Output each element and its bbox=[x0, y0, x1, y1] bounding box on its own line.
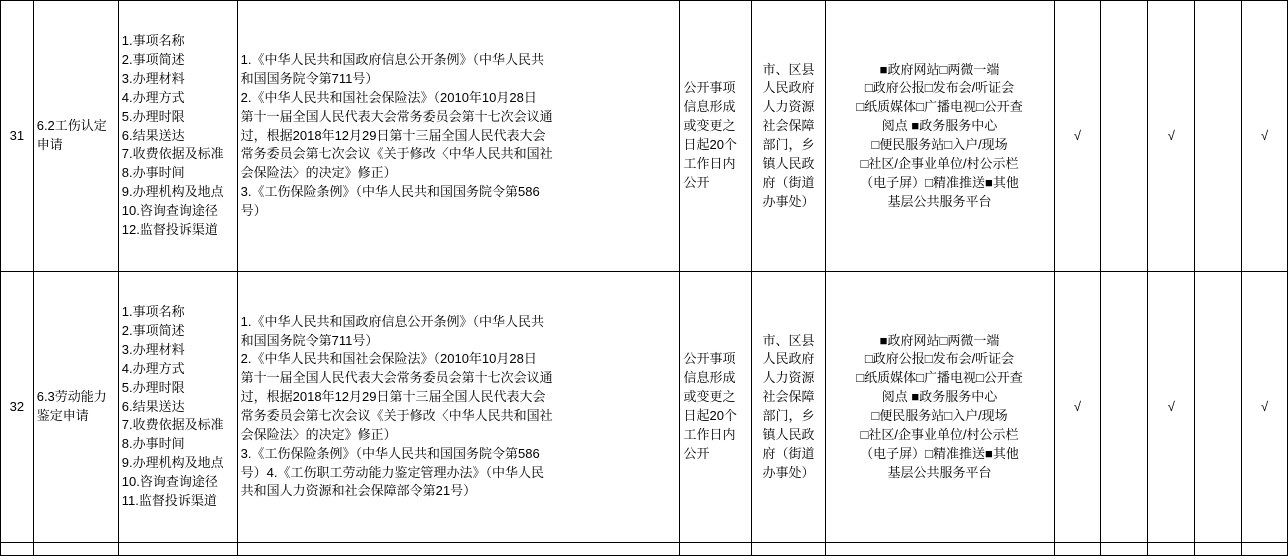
subject-cell bbox=[752, 1, 825, 272]
channel-line: □政府公报□发布会/听证会 bbox=[864, 351, 1015, 367]
basis-line: 号） bbox=[240, 202, 267, 218]
row-index-value: 32 bbox=[9, 398, 25, 414]
channel-line: □便民服务站□入户/现场 bbox=[871, 137, 1008, 152]
partial-cell bbox=[1101, 543, 1148, 556]
partial-cell bbox=[1242, 543, 1288, 556]
subject-line: 府（街道 bbox=[762, 445, 815, 461]
channel-line: 基层公共服务平台 bbox=[887, 193, 992, 209]
partial-cell bbox=[825, 543, 1054, 556]
subject-line: 府（街道 bbox=[762, 174, 815, 190]
basis-line: 过，根据2018年12月29日第十三届全国人民代表大会 bbox=[240, 127, 546, 143]
time-limit-line: 或变更之 bbox=[683, 389, 736, 405]
partial-cell bbox=[680, 543, 752, 556]
check-mark: √ bbox=[1167, 398, 1175, 414]
time-limit-line: 工作日内 bbox=[683, 155, 736, 171]
time-limit-line: 信息形成 bbox=[683, 370, 736, 386]
content-line: 1.事项名称 bbox=[121, 304, 185, 320]
item-name-value: 6.2工伤认定申请 bbox=[36, 118, 107, 152]
subject-line: 市、区县 bbox=[762, 61, 815, 77]
channel-line: （电子屏）□精准推送■其他 bbox=[860, 445, 1019, 461]
mark-cell-4 bbox=[1195, 272, 1242, 543]
basis-line: 3.《工伤保险条例》（中华人民共和国国务院令第586 bbox=[240, 445, 540, 461]
subject-line: 办事处） bbox=[762, 464, 815, 480]
time-limit-cell bbox=[680, 272, 752, 543]
subject-line: 镇人民政 bbox=[762, 426, 815, 442]
content-line: 3.办理材料 bbox=[121, 71, 185, 87]
content-line: 6.结果送达 bbox=[121, 127, 185, 143]
content-line: 8.办事时间 bbox=[121, 436, 185, 452]
basis-line: 3.《工伤保险条例》（中华人民共和国国务院令第586 bbox=[240, 184, 540, 200]
content-cell bbox=[118, 272, 237, 543]
partial-cell bbox=[33, 543, 118, 556]
item-name-cell bbox=[33, 1, 118, 272]
time-limit-line: 日起20个 bbox=[683, 137, 737, 152]
partial-cell bbox=[752, 543, 825, 556]
basis-line: 常务委员会第七次会议《关于修改〈中华人民共和国社 bbox=[240, 408, 553, 423]
content-cell bbox=[118, 1, 237, 272]
basis-line: 1.《中华人民共和国政府信息公开条例》（中华人民共 bbox=[240, 52, 544, 68]
content-line: 4.办理方式 bbox=[121, 89, 185, 105]
content-line: 11.监督投诉渠道 bbox=[121, 492, 217, 508]
partial-cell bbox=[1054, 543, 1101, 556]
channel-line: □纸质媒体□广播电视□公开查 bbox=[856, 99, 1023, 115]
time-limit-line: 日起20个 bbox=[683, 408, 737, 423]
partial-cell bbox=[1148, 543, 1195, 556]
check-mark: √ bbox=[1260, 127, 1269, 143]
channel-line: □社区/企事业单位/村公示栏 bbox=[860, 155, 1019, 171]
content-line: 1.事项名称 bbox=[121, 33, 185, 49]
row-index bbox=[1, 272, 34, 543]
mark-cell-3 bbox=[1148, 1, 1195, 272]
content-line: 2.事项简述 bbox=[121, 52, 185, 68]
partial-cell bbox=[1, 543, 34, 556]
subject-line: 人力资源 bbox=[762, 99, 815, 115]
item-name-cell bbox=[33, 272, 118, 543]
mark-cell-2 bbox=[1101, 272, 1148, 543]
basis-line: 和国国务院令第711号） bbox=[240, 332, 379, 348]
mark-cell-2 bbox=[1101, 1, 1148, 272]
channel-line: □纸质媒体□广播电视□公开查 bbox=[856, 370, 1023, 386]
check-mark: √ bbox=[1260, 398, 1269, 414]
mark-cell-1 bbox=[1054, 272, 1101, 543]
table-row-partial bbox=[1, 543, 1288, 556]
mark-cell-1 bbox=[1054, 1, 1101, 272]
basis-cell bbox=[237, 272, 680, 543]
partial-cell bbox=[1195, 543, 1242, 556]
time-limit-cell bbox=[680, 1, 752, 272]
content-line: 5.办理时限 bbox=[121, 379, 185, 395]
partial-cell bbox=[118, 543, 237, 556]
content-line: 10.咨询查询途径 bbox=[121, 473, 218, 489]
basis-line: 和国国务院令第711号） bbox=[240, 71, 379, 87]
mark-cell-3 bbox=[1148, 272, 1195, 543]
basis-line: 会保险法〉的决定》修正） bbox=[240, 165, 397, 181]
basis-line: 会保险法〉的决定》修正） bbox=[240, 426, 397, 442]
channel-line: ■政府网站□两微一端 bbox=[879, 61, 1000, 77]
content-line: 10.咨询查询途径 bbox=[121, 202, 218, 218]
channel-line: ■政府网站□两微一端 bbox=[879, 332, 1000, 348]
mark-cell-5 bbox=[1242, 272, 1288, 543]
content-line: 9.办理机构及地点 bbox=[121, 455, 224, 471]
channel-line: □政府公报□发布会/听证会 bbox=[864, 80, 1015, 96]
row-index bbox=[1, 1, 34, 272]
channel-line: 阅点 ■政务服务中心 bbox=[881, 389, 998, 405]
time-limit-line: 公开 bbox=[683, 445, 710, 461]
partial-cell bbox=[237, 543, 680, 556]
time-limit-line: 公开 bbox=[683, 174, 710, 190]
basis-line: 第十一届全国人民代表大会常务委员会第十七次会议通 bbox=[240, 108, 553, 124]
content-line: 9.办理机构及地点 bbox=[121, 184, 224, 200]
content-line: 4.办理方式 bbox=[121, 360, 185, 376]
table-row bbox=[1, 272, 1288, 543]
item-name-value: 6.3劳动能力鉴定申请 bbox=[36, 389, 107, 423]
content-line: 7.收费依据及标准 bbox=[121, 146, 224, 162]
time-limit-line: 公开事项 bbox=[683, 351, 736, 367]
subject-line: 社会保障 bbox=[762, 118, 815, 134]
basis-line: 过，根据2018年12月29日第十三届全国人民代表大会 bbox=[240, 389, 546, 405]
channel-line: 阅点 ■政务服务中心 bbox=[881, 118, 998, 134]
subject-line: 办事处） bbox=[762, 193, 815, 209]
check-mark: √ bbox=[1167, 127, 1175, 143]
content-line: 5.办理时限 bbox=[121, 108, 185, 124]
subject-line: 部门，乡 bbox=[762, 137, 815, 152]
check-mark: √ bbox=[1073, 127, 1082, 143]
subject-line: 人民政府 bbox=[762, 351, 815, 367]
basis-cell bbox=[237, 1, 680, 272]
basis-line: 共和国人力资源和社会保障部令第21号） bbox=[240, 483, 477, 499]
content-line: 8.办事时间 bbox=[121, 165, 185, 181]
content-line: 6.结果送达 bbox=[121, 398, 185, 414]
time-limit-line: 工作日内 bbox=[683, 426, 736, 442]
basis-line: 第十一届全国人民代表大会常务委员会第十七次会议通 bbox=[240, 370, 553, 386]
channel-line: □便民服务站□入户/现场 bbox=[871, 408, 1008, 423]
time-limit-line: 公开事项 bbox=[683, 80, 736, 96]
content-line: 2.事项简述 bbox=[121, 323, 185, 339]
time-limit-line: 信息形成 bbox=[683, 99, 736, 115]
content-line: 3.办理材料 bbox=[121, 342, 185, 358]
content-line: 12.监督投诉渠道 bbox=[121, 221, 218, 237]
basis-line: 1.《中华人民共和国政府信息公开条例》（中华人民共 bbox=[240, 313, 544, 329]
subject-line: 市、区县 bbox=[762, 332, 815, 348]
content-line: 7.收费依据及标准 bbox=[121, 417, 224, 433]
mark-cell-5 bbox=[1242, 1, 1288, 272]
basis-line: 号）4.《工伤职工劳动能力鉴定管理办法》（中华人民 bbox=[240, 464, 544, 480]
basis-line: 常务委员会第七次会议《关于修改〈中华人民共和国社 bbox=[240, 146, 553, 162]
channel-line: （电子屏）□精准推送■其他 bbox=[860, 174, 1019, 190]
channel-line: □社区/企事业单位/村公示栏 bbox=[860, 426, 1019, 442]
channel-line: 基层公共服务平台 bbox=[887, 464, 992, 480]
subject-line: 社会保障 bbox=[762, 389, 815, 405]
subject-line: 人力资源 bbox=[762, 370, 815, 386]
basis-line: 2.《中华人民共和国社会保险法》（2010年10月28日 bbox=[240, 351, 537, 367]
subject-cell bbox=[752, 272, 825, 543]
mark-cell-4 bbox=[1195, 1, 1242, 272]
channel-cell bbox=[825, 272, 1054, 543]
time-limit-line: 或变更之 bbox=[683, 118, 736, 134]
subject-line: 部门，乡 bbox=[762, 408, 815, 423]
subject-line: 人民政府 bbox=[762, 80, 815, 96]
check-mark: √ bbox=[1073, 398, 1082, 414]
basis-line: 2.《中华人民共和国社会保险法》（2010年10月28日 bbox=[240, 89, 537, 105]
subject-line: 镇人民政 bbox=[762, 155, 815, 171]
channel-cell bbox=[825, 1, 1054, 272]
table-row bbox=[1, 1, 1288, 272]
row-index-value: 31 bbox=[9, 127, 25, 143]
